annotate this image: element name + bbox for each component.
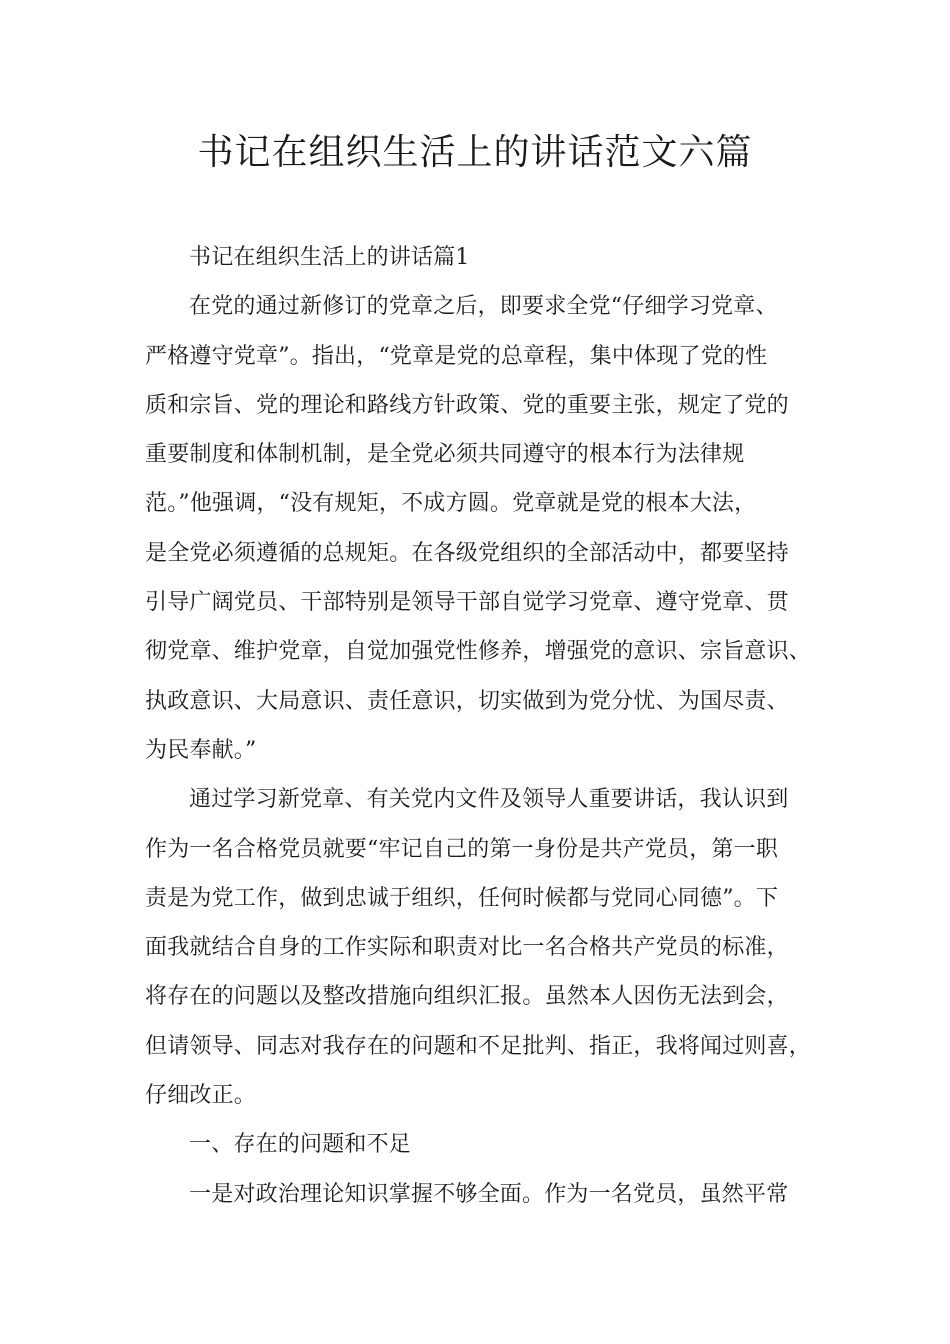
text-line: 严格遵守党章”。指出，“党章是党的总章程，集中体现了党的性 — [145, 343, 768, 369]
text-line: 作为一名合格党员就要“牢记自己的第一身份是共产党员，第一职 — [145, 836, 779, 862]
text-line: 彻党章、维护党章，自觉加强党性修养，增强党的意识、宗旨意识、 — [145, 639, 812, 665]
text-line: 为民奉献。” — [145, 737, 257, 763]
document-body — [145, 233, 825, 1219]
text-line: 仔细改正。 — [145, 1083, 257, 1109]
text-line: 责是为党工作，做到忠诚于组织，任何时候都与党同心同德”。下 — [145, 885, 779, 911]
text-line: 是全党必须遵循的总规矩。在各级党组织的全部活动中，都要坚持 — [145, 540, 789, 566]
document-title: 书记在组织生活上的讲话范文六篇 — [197, 132, 753, 173]
text-line: 引导广阔党员、干部特别是领导干部自觉学习党章、遵守党章、贯 — [145, 590, 789, 616]
text-line: 一是对政治理论知识掌握不够全面。作为一名党员，虽然平常 — [189, 1181, 789, 1207]
text-line: 一、存在的问题和不足 — [189, 1132, 412, 1158]
text-line: 书记在组织生活上的讲话篇1 — [189, 245, 470, 270]
text-line: 范。”他强调，“没有规矩，不成方圆。党章就是党的根本大法， — [145, 491, 757, 517]
text-line: 执政意识、大局意识、责任意识，切实做到为党分忧、为国尽责、 — [145, 688, 789, 714]
text-line: 在党的通过新修订的党章之后，即要求全党“仔细学习党章、 — [189, 294, 778, 320]
text-line: 重要制度和体制机制，是全党必须共同遵守的根本行为法律规 — [145, 442, 745, 468]
text-line: 质和宗旨、党的理论和路线方针政策、党的重要主张，规定了党的 — [145, 392, 789, 418]
text-line: 但请领导、同志对我存在的问题和不足批判、指正，我将闻过则喜， — [145, 1033, 812, 1059]
text-line: 面我就结合自身的工作实际和职责对比一名合格共产党员的标准， — [145, 935, 789, 961]
text-line: 通过学习新党章、有关党内文件及领导人重要讲话，我认识到 — [189, 787, 789, 813]
text-line: 将存在的问题以及整改措施向组织汇报。虽然本人因伤无法到会， — [145, 984, 789, 1010]
